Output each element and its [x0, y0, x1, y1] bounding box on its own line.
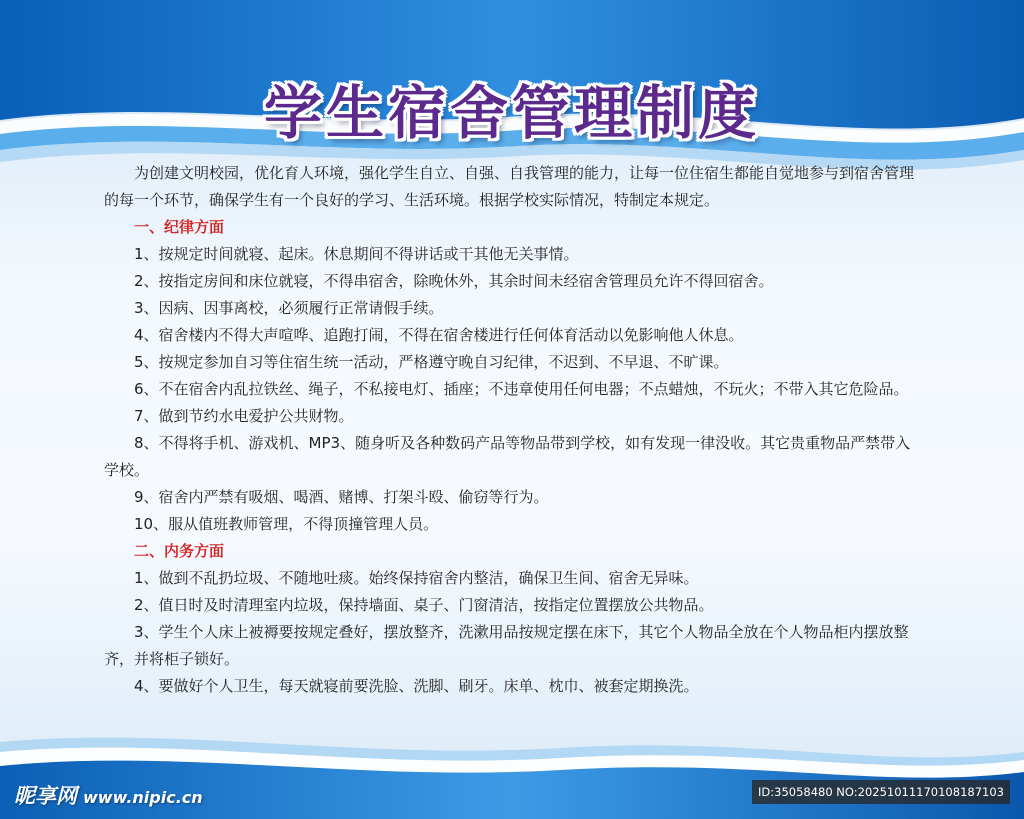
watermark-logo — [14, 780, 203, 810]
list-item: 9、宿舍内严禁有吸烟、喝酒、赌博、打架斗殴、偷窃等行为。 — [134, 488, 549, 506]
list-item: 5、按规定参加自习等住宿生统一活动，严格遵守晚自习纪律，不迟到、不早退、不旷课。 — [134, 353, 729, 371]
list-item: 4、宿舍楼内不得大声喧哗、追跑打闹，不得在宿舍楼进行任何体育活动以免影响他人休息。 — [134, 326, 744, 344]
list-item: 7、做到节约水电爱护公共财物。 — [134, 407, 354, 425]
poster-title: 学生宿舍管理制度 — [263, 79, 760, 147]
list-item: 6、不在宿舍内乱拉铁丝、绳子，不私接电灯、插座；不违章使用任何电器；不点蜡烛，不玩火；不带入其它危险品。 — [134, 380, 909, 398]
list-item: 8、不得将手机、游戏机、MP3、随身听及各种数码产品等物品带到学校，如有发现一律没收。其它贵重物品严禁带入学校。 — [104, 434, 911, 479]
list-item: 1、做到不乱扔垃圾、不随地吐痰。始终保持宿舍内整洁，确保卫生间、宿舍无异味。 — [134, 569, 699, 587]
list-item: 3、因病、因事离校，必须履行正常请假手续。 — [134, 299, 444, 317]
watermark-id-bar: ID:35058480 NO:20251011170108187103 — [752, 780, 1010, 804]
intro-paragraph: 为创建文明校园，优化育人环境，强化学生自立、自强、自我管理的能力，让每一位住宿生都能自觉地参与到宿舍管理的每一个环节，确保学生有一个良好的学习、生活环境。根据学校实际情况，特制定本规定。 — [104, 164, 915, 209]
section-heading-discipline: 一、纪律方面 — [134, 218, 225, 236]
list-item: 1、按规定时间就寝、起床。休息期间不得讲话或干其他无关事情。 — [134, 245, 579, 263]
list-item: 2、按指定房间和床位就寝，不得串宿舍，除晚休外，其余时间未经宿舍管理员允许不得回宿舍。 — [134, 272, 774, 290]
list-item: 4、要做好个人卫生，每天就寝前要洗脸、洗脚、刷牙。床单、枕巾、被套定期换洗。 — [134, 677, 699, 695]
regulations-body — [104, 160, 924, 700]
list-item: 10、服从值班教师管理，不得顶撞管理人员。 — [134, 515, 439, 533]
watermark-url: www.nipic.cn — [83, 788, 203, 807]
list-item: 2、值日时及时清理室内垃圾，保持墙面、桌子、门窗清洁，按指定位置摆放公共物品。 — [134, 596, 714, 614]
list-item: 3、学生个人床上被褥要按规定叠好，摆放整齐，洗漱用品按规定摆在床下，其它个人物品全放在个人物品柜内摆放整齐，并将柜子锁好。 — [104, 623, 909, 668]
section-heading-housekeeping: 二、内务方面 — [134, 542, 225, 560]
watermark-logo-text: 昵享网 — [14, 784, 77, 808]
